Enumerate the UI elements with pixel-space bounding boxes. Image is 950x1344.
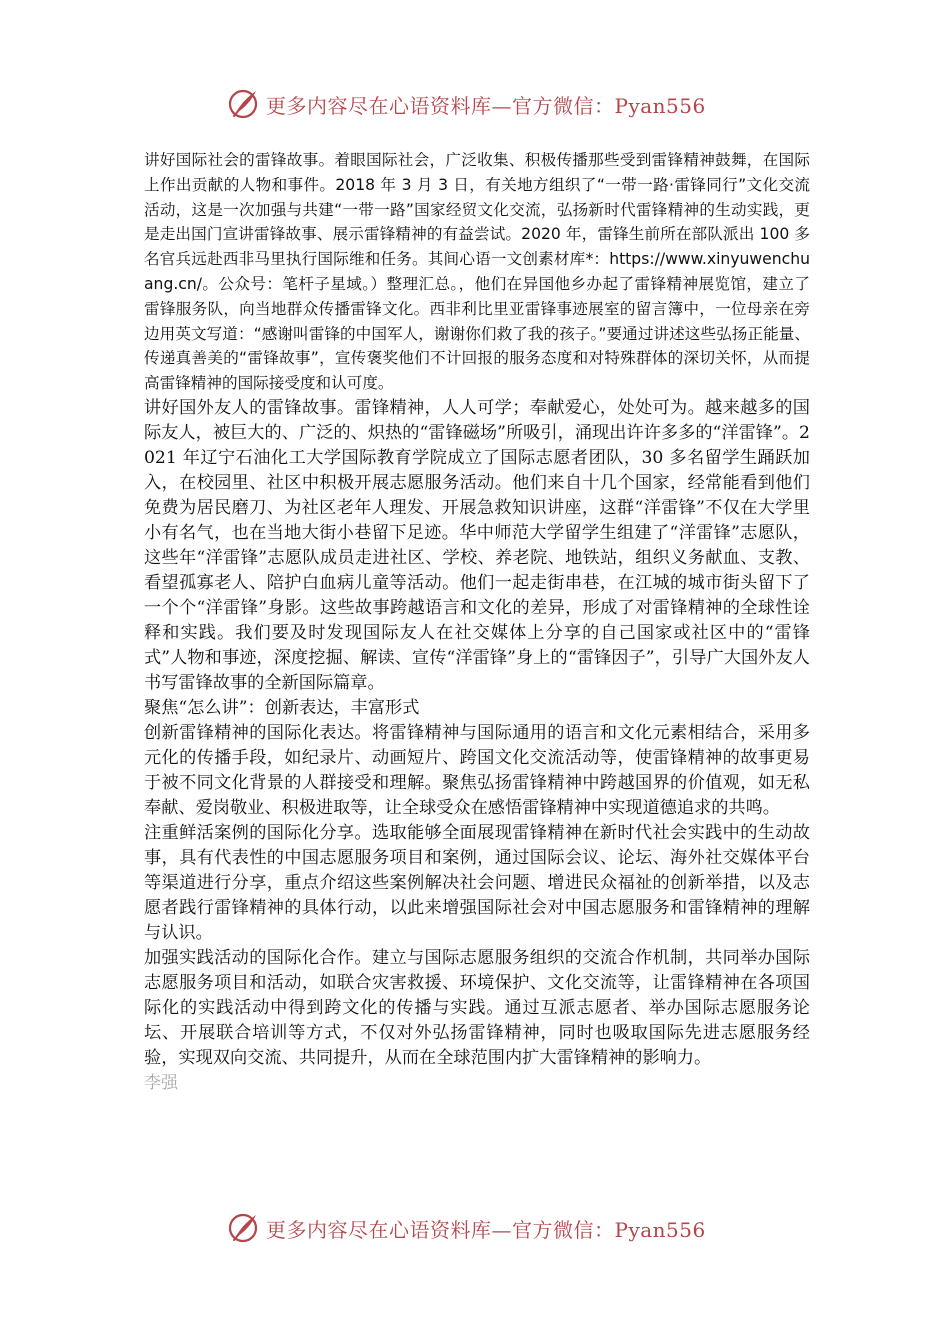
quill-logo-icon bbox=[226, 1211, 260, 1245]
banner-text: 更多内容尽在心语资料库—官方微信：Pyan556 bbox=[266, 93, 706, 118]
paragraph-innovative-expression: 创新雷锋精神的国际化表达。将雷锋精神与国际通用的语言和文化元素相结合，采用多元化的传播手段，如纪录片、动画短片、跨国文化交流活动等，使雷锋精神的故事更易于被不同文化背景的人群接受和理解。聚焦弘扬雷锋精神中跨越国界的价值观，如无私奉献、爱岗敬业、积极进取等，让全球受众在感悟雷锋精神中实现道德追求的共鸣。 bbox=[144, 722, 810, 818]
footer-banner bbox=[226, 1208, 726, 1248]
paragraph-international-society: 讲好国际社会的雷锋故事。着眼国际社会，广泛收集、积极传播那些受到雷锋精神鼓舞，在国际上作出贡献的人物和事件。2018 年 3 月 3 日，有关地方组织了“一带一路·雷锋同行”文化交流活动，这是一次加强与共建“一带一路”国家经贸文化交流，弘扬新时代雷锋精神的生动实践，更是走出国门宣讲雷锋故事、展示雷锋精神的有益尝试。2020 年，雷锋生前所在部队派出 100 多名官兵远赴西非马里执行国际维和任务。其间心语一文创素材库*：https://www.xinyuwenchuang.cn/。公众号：笔杆子星域。）整理汇总。，他们在异国他乡办起了雷锋精神展览馆，建立了雷锋服务队，向当地群众传播雷锋文化。西非利比里亚雷锋事迹展室的留言簿中，一位母亲在旁边用英文写道：“感谢叫雷锋的中国军人，谢谢你们救了我的孩子。”要通过讲述这些弘扬正能量、传递真善美的“雷锋故事”，宣传褒奖他们不计回报的服务态度和对特殊群体的深切关怀，从而提高雷锋精神的国际接受度和认可度。 bbox=[144, 151, 810, 393]
paragraph-foreign-friends: 讲好国外友人的雷锋故事。雷锋精神，人人可学；奉献爱心，处处可为。越来越多的国际友人，被巨大的、广泛的、炽热的“雷锋磁场”所吸引，涌现出许许多多的“洋雷锋”。2021 年辽宁石油化工大学国际教育学院成立了国际志愿者团队，30 多名留学生踊跃加入，在校园里、社区中积极开展志愿服务活动。他们来自十几个国家，经常能看到他们免费为居民磨刀、为社区老年人理发、开展急救知识讲座，这群“洋雷锋”不仅在大学里小有名气，也在当地大街小巷留下足迹。华中师范大学留学生组建了“洋雷锋”志愿队，这些年“洋雷锋”志愿队成员走进社区、学校、养老院、地铁站，组织义务献血、支教、看望孤寡老人、陪护白血病儿童等活动。他们一起走街串巷，在江城的城市街头留下了一个个“洋雷锋”身影。这些故事跨越语言和文化的差异，形成了对雷锋精神的全球性诠释和实践。我们要及时发现国际友人在社交媒体上分享的自己国家或社区中的“雷锋式”人物和事迹，深度挖掘、解读、宣传“洋雷锋”身上的“雷锋因子”，引导广大国外友人书写雷锋故事的全新国际篇章。 bbox=[144, 397, 810, 693]
author-name: 李强 bbox=[144, 1072, 178, 1093]
paragraph-case-sharing: 注重鲜活案例的国际化分享。选取能够全面展现雷锋精神在新时代社会实践中的生动故事，具有代表性的中国志愿服务项目和案例，通过国际会议、论坛、海外社交媒体平台等渠道进行分享，重点介绍这些案例解决社会问题、增进民众福祉的创新举措，以及志愿者践行雷锋精神的具体行动，以此来增强国际社会对中国志愿服务和雷锋精神的理解与认识。 bbox=[144, 822, 810, 943]
quill-logo-icon bbox=[226, 87, 260, 121]
paragraph-practice-cooperation: 加强实践活动的国际化合作。建立与国际志愿服务组织的交流合作机制，共同举办国际志愿服务项目和活动，如联合灾害救援、环境保护、文化交流等，让雷锋精神在各项国际化的实践活动中得到跨文化的传播与实践。通过互派志愿者、举办国际志愿服务论坛、开展联合培训等方式，不仅对外弘扬雷锋精神，同时也吸取国际先进志愿服务经验，实现双向交流、共同提升，从而在全球范围内扩大雷锋精神的影响力。 bbox=[144, 947, 810, 1068]
document-body bbox=[144, 148, 810, 1096]
header-banner bbox=[226, 84, 726, 124]
footer-banner-text: 更多内容尽在心语资料库—官方微信：Pyan556 bbox=[266, 1217, 706, 1242]
section-heading: 聚焦“怎么讲”：创新表达，丰富形式 bbox=[144, 697, 420, 718]
